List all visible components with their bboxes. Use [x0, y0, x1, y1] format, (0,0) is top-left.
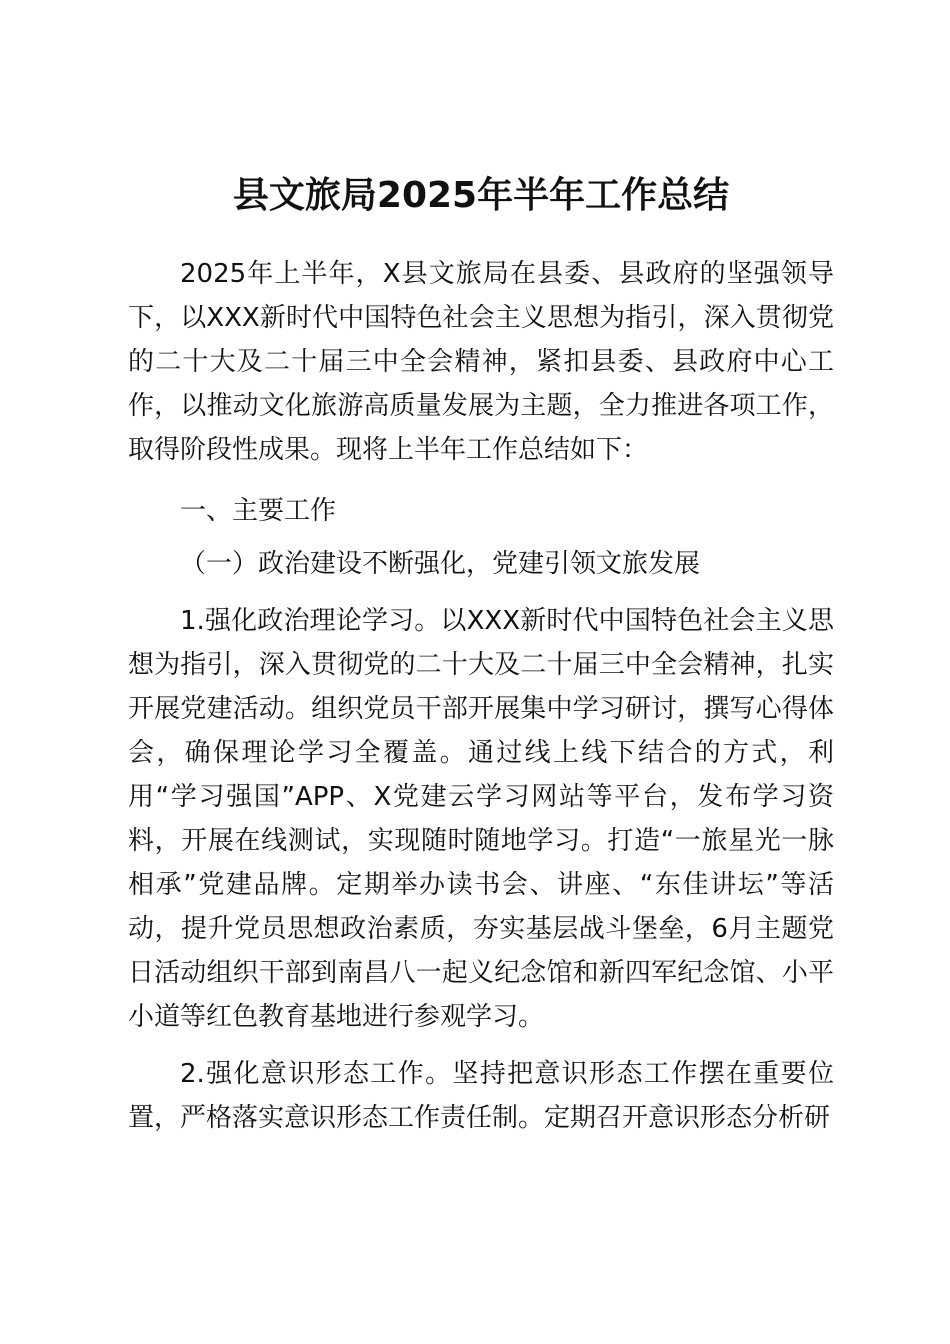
section-heading: 一、主要工作	[180, 496, 337, 526]
intro-paragraph: 2025年上半年，X县文旅局在县委、县政府的坚强领导下，以XXX新时代中国特色社会主义思想为指引，深入贯彻党的二十大及二十届三中全会精神，紧扣县委、县政府中心工作，以推动文化旅游高质量发展为主题，全力推进各项工作，取得阶段性成果。现将上半年工作总结如下：	[128, 259, 834, 465]
document-page	[128, 170, 834, 1140]
item-1-paragraph: 1.强化政治理论学习。以XXX新时代中国特色社会主义思想为指引，深入贯彻党的二十大及二十届三中全会精神，扎实开展党建活动。组织党员干部开展集中学习研讨，撰写心得体会，确保理论学习全覆盖。通过线上线下结合的方式，利用“学习强国”APP、X党建云学习网站等平台，发布学习资料，开展在线测试，实现随时随地学习。打造“一旅星光一脉相承”党建品牌。定期举办读书会、讲座、“东佳讲坛”等活动，提升党员思想政治素质，夯实基层战斗堡垒，6月主题党日活动组织干部到南昌八一起义纪念馆和新四军纪念馆、小平小道等红色教育基地进行参观学习。	[128, 606, 834, 1032]
subsection-heading: （一）政治建设不断强化，党建引领文旅发展	[180, 549, 701, 579]
document-title: 县文旅局2025年半年工作总结	[232, 175, 730, 216]
item-2-paragraph: 2.强化意识形态工作。坚持把意识形态工作摆在重要位置，严格落实意识形态工作责任制。定期召开意识形态分析研	[128, 1059, 834, 1133]
